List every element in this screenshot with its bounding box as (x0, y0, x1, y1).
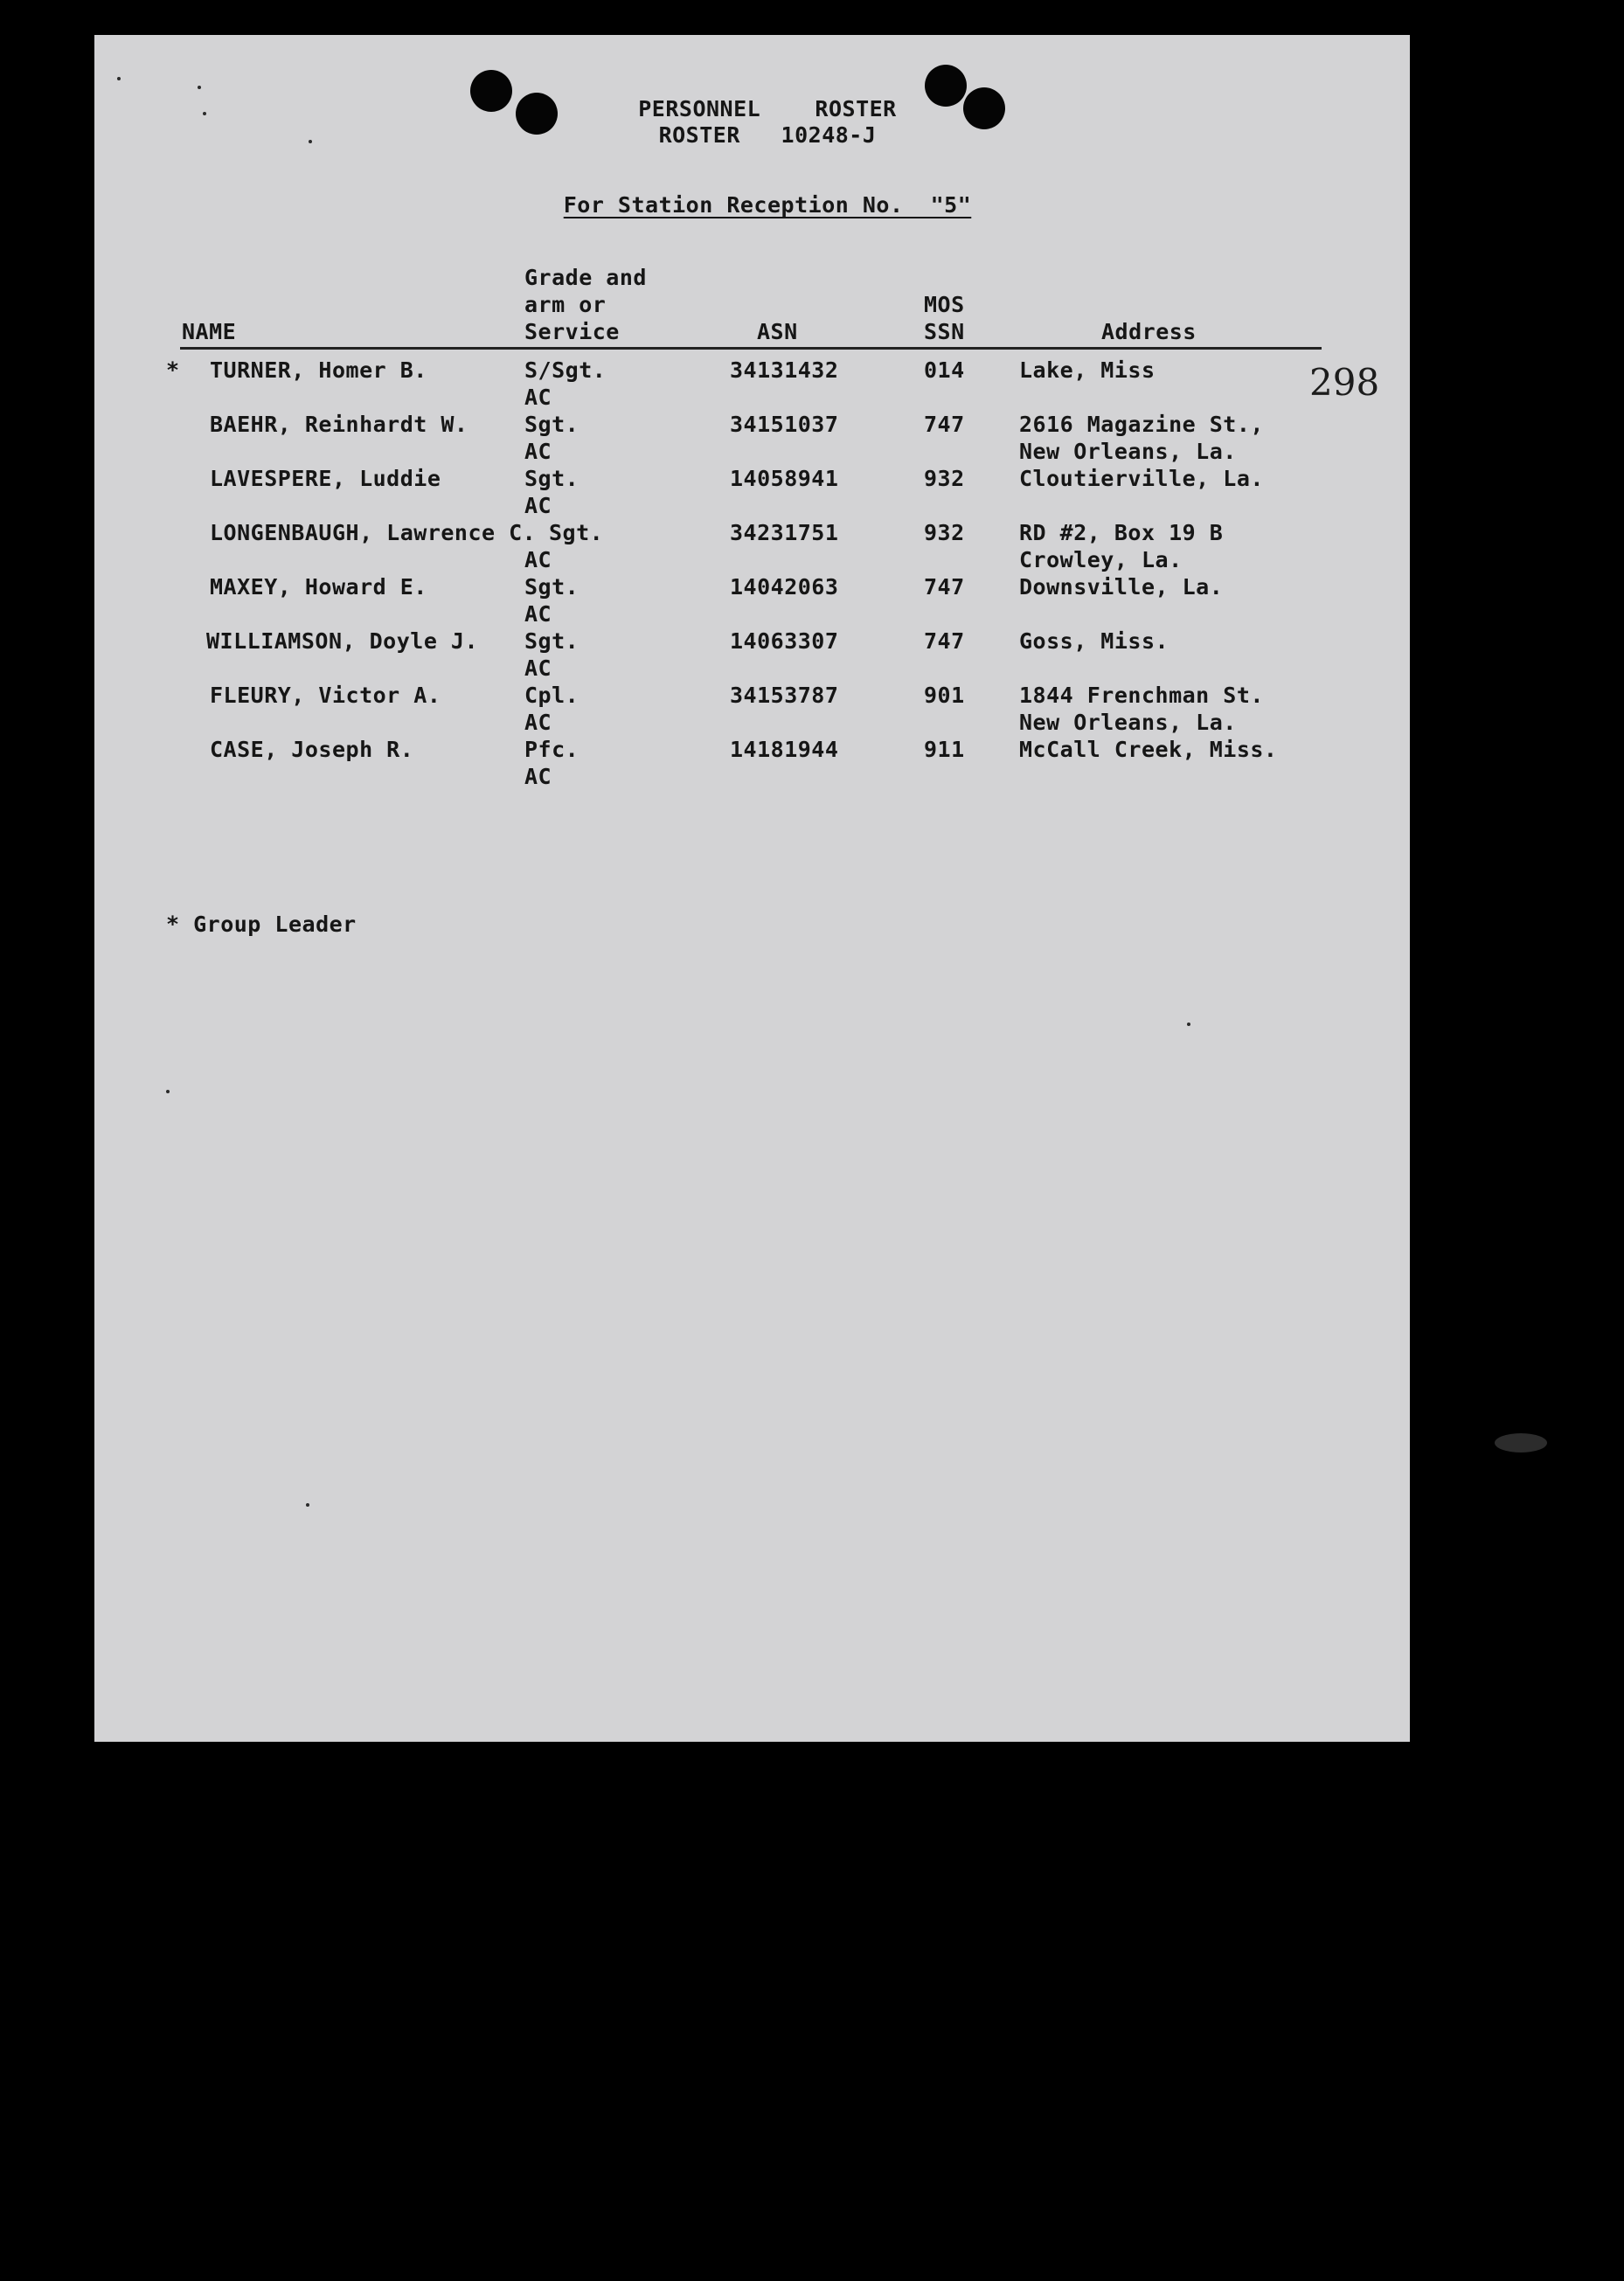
row-name: CASE, Joseph R. (210, 737, 414, 762)
table-row (94, 683, 1410, 737)
col-mos-line2: SSN (924, 319, 965, 344)
punch-hole-left-a (470, 70, 512, 112)
row-asn: 14063307 (730, 628, 839, 654)
col-mos-line1: MOS (924, 292, 965, 317)
row-name: BAEHR, Reinhardt W. (210, 412, 468, 437)
row-address: McCall Creek, Miss. (1019, 737, 1278, 762)
row-grade: Sgt. (524, 574, 580, 600)
table-row (94, 520, 1410, 574)
roster-number: ROSTER 10248-J (658, 122, 877, 148)
row-grade: Cpl. (524, 683, 580, 708)
row-name: FLEURY, Victor A. (210, 683, 441, 708)
row-service: AC (524, 601, 552, 627)
punch-hole-left-b (516, 93, 558, 135)
group-leader-marker: * (166, 357, 180, 383)
paper-speck (1187, 1023, 1190, 1026)
row-asn: 34153787 (730, 683, 839, 708)
table-row (94, 628, 1410, 683)
row-asn: 14042063 (730, 574, 839, 600)
paper-speck (198, 86, 201, 89)
row-address: Cloutierville, La. (1019, 466, 1264, 491)
row-service: AC (524, 385, 552, 410)
table-row (94, 574, 1410, 628)
paper-speck (309, 140, 312, 143)
row-grade: Sgt. (524, 628, 580, 654)
station-heading: For Station Reception No. "5" (563, 192, 972, 218)
row-service: AC (524, 655, 552, 681)
row-name: LONGENBAUGH, Lawrence C. (210, 520, 537, 545)
header-rule (180, 347, 1322, 350)
row-asn: 34151037 (730, 412, 839, 437)
row-mos: 911 (924, 737, 965, 762)
paper-speck (166, 1090, 170, 1093)
row-name: WILLIAMSON, Doyle J. (206, 628, 479, 654)
row-mos: 747 (924, 412, 965, 437)
row-service: AC (524, 493, 552, 518)
row-address: 2616 Magazine St., (1019, 412, 1264, 437)
row-grade: Pfc. (524, 737, 580, 762)
roster-page (94, 35, 1410, 1742)
row-grade: Sgt. (524, 466, 580, 491)
row-address: Goss, Miss. (1019, 628, 1169, 654)
row-service: AC (524, 547, 552, 572)
row-service: AC (524, 710, 552, 735)
row-asn: 14181944 (730, 737, 839, 762)
punch-hole-right-b (963, 87, 1005, 129)
paper-speck (203, 112, 206, 115)
row-name: MAXEY, Howard E. (210, 574, 427, 600)
row-name: LAVESPERE, Luddie (210, 466, 441, 491)
row-service: AC (524, 764, 552, 789)
col-grade-line2: arm or (524, 292, 607, 317)
row-mos: 932 (924, 466, 965, 491)
row-asn: 34231751 (730, 520, 839, 545)
table-row (94, 737, 1410, 791)
row-address: RD #2, Box 19 B (1019, 520, 1224, 545)
row-grade: Sgt. (524, 412, 580, 437)
film-scratch (1495, 1433, 1547, 1452)
footnote: * Group Leader (166, 912, 357, 937)
col-grade-line3: Service (524, 319, 620, 344)
row-asn: 14058941 (730, 466, 839, 491)
row-mos: 014 (924, 357, 965, 383)
row-address-line2: Crowley, La. (1019, 547, 1183, 572)
table-row (94, 466, 1410, 520)
col-grade-line1: Grade and (524, 265, 647, 290)
row-address: 1844 Frenchman St. (1019, 683, 1264, 708)
paper-speck (306, 1503, 309, 1507)
roster-title: PERSONNEL ROSTER (638, 96, 897, 121)
row-asn: 34131432 (730, 357, 839, 383)
page-number: 298 (1309, 361, 1380, 404)
row-grade: Sgt. (549, 520, 604, 545)
row-address: Downsville, La. (1019, 574, 1224, 600)
row-service: AC (524, 439, 552, 464)
row-name: TURNER, Homer B. (210, 357, 427, 383)
col-asn-header: ASN (757, 319, 798, 344)
table-row (94, 412, 1410, 466)
row-grade: S/Sgt. (524, 357, 607, 383)
row-mos: 932 (924, 520, 965, 545)
row-address-line2: New Orleans, La. (1019, 710, 1237, 735)
row-address-line2: New Orleans, La. (1019, 439, 1237, 464)
row-mos: 901 (924, 683, 965, 708)
paper-speck (117, 77, 121, 80)
row-mos: 747 (924, 628, 965, 654)
row-mos: 747 (924, 574, 965, 600)
col-address-header: Address (1101, 319, 1197, 344)
col-name-header: NAME (182, 319, 237, 344)
table-row (94, 357, 1410, 412)
row-address: Lake, Miss (1019, 357, 1156, 383)
